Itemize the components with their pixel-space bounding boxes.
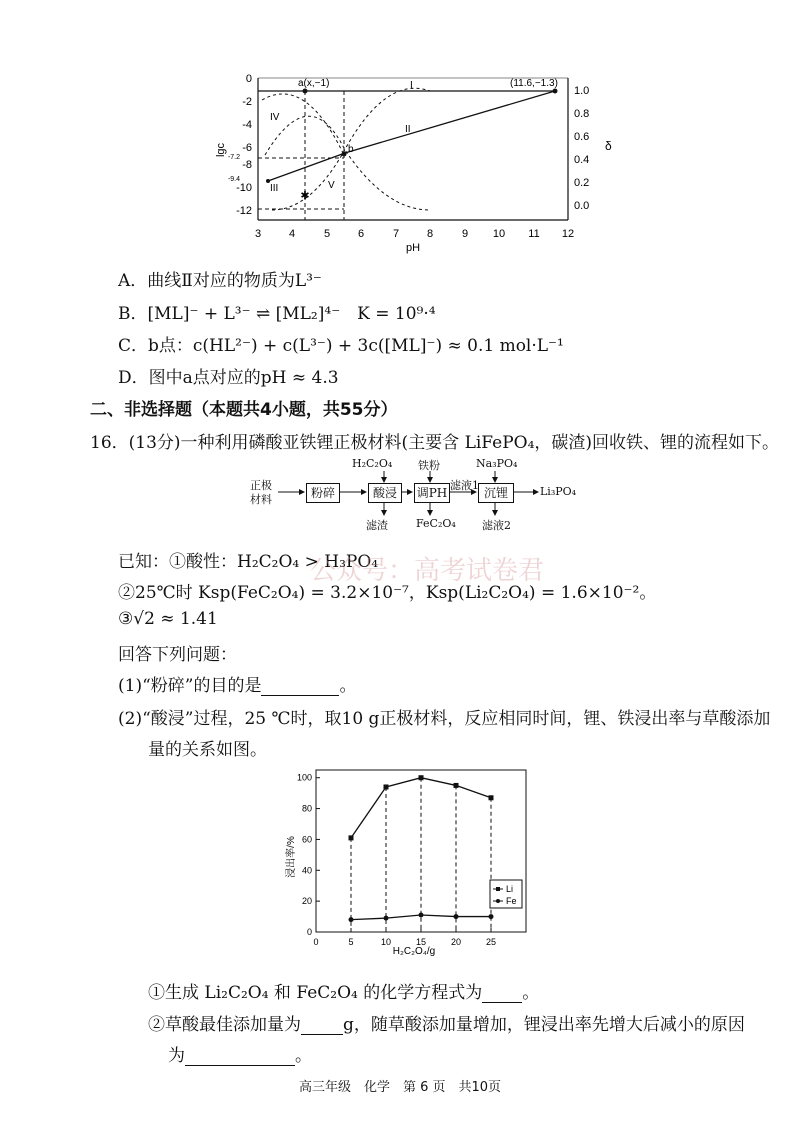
sub-2-end: 为 [168, 1046, 185, 1066]
x-tick-label: 10 [380, 937, 392, 947]
x-tick: 10 [492, 228, 506, 240]
curve-III [268, 153, 345, 181]
data-point-fe [489, 914, 494, 919]
part-2-line1: (2)“酸浸”过程，25 ℃时，取10 g正极材料，反应相同时间，锂、铁浸出率与草酸添加 [118, 709, 771, 729]
data-point-li [384, 784, 389, 789]
x-tick: 6 [357, 228, 365, 240]
point-a-label: a(x,−1) [298, 78, 330, 89]
curve-label-II: II [405, 124, 411, 135]
option-c: C．b点：c(HL²⁻) + c(L³⁻) + 3c([ML]⁻) ≈ 0.1 mol·L⁻¹ [118, 336, 564, 356]
reagent-na3po4: Na₃PO₄ [476, 457, 518, 470]
y-tick-extra: -9.4 [227, 176, 240, 183]
process-flow [240, 455, 600, 535]
answer-prompt: 回答下列问题： [118, 645, 237, 665]
known-1: 已知：①酸性：H₂C₂O₄ > H₃PO₄ [118, 552, 379, 572]
y-right-tick: 0.0 [574, 200, 590, 212]
curve-IV [262, 94, 343, 153]
data-point-fe [349, 917, 354, 922]
sub-question-2-end [168, 1041, 312, 1066]
known-3: ③√2 ≈ 1.41 [118, 609, 218, 629]
part-1 [118, 671, 356, 696]
y-right-tick-labels [574, 85, 589, 212]
y-right-tick: 0.8 [574, 108, 590, 120]
point-b-label: b [348, 144, 354, 155]
x-tick-label: 5 [348, 937, 354, 947]
data-point-li [419, 775, 424, 780]
point-end [553, 89, 558, 94]
data-point-li [349, 835, 354, 840]
y-right-tick: 0.6 [574, 131, 590, 143]
answer-blank-2[interactable] [482, 1002, 522, 1003]
section-heading: 二、非选择题（本题共4小题，共55分） [90, 400, 398, 420]
speciation-graph [210, 70, 630, 260]
data-point-fe [454, 914, 459, 919]
x-tick-labels [255, 228, 574, 240]
curve-label-I: I [410, 80, 413, 91]
answer-blank-4[interactable] [185, 1065, 295, 1066]
data-point-li [489, 795, 494, 800]
y-right-label: δ [605, 139, 612, 153]
output-fec2o4: FeC₂O₄ [416, 517, 456, 530]
y-tick: -12 [236, 205, 252, 217]
legend-label: Li [506, 884, 514, 894]
page-footer: 高三年级 化学 第 6 页 共10页 [298, 1080, 502, 1095]
period: 。 [522, 983, 540, 1003]
legend-marker [496, 887, 500, 891]
x-tick: 9 [461, 228, 469, 240]
question-16-stem: 16．(13分)一种利用磷酸亚铁锂正极材料(主要含 LiFePO₄，碳渣)回收铁、锂的流程如下。 [90, 433, 780, 453]
chart-ylabel: 浸出率/% [286, 836, 297, 878]
cross-mark: ✱ [300, 190, 310, 202]
curve-label-III: III [270, 183, 279, 194]
y-tick-label: 60 [301, 834, 312, 845]
y-tick-label: 80 [301, 803, 312, 814]
sub-2-mid: g，随草酸添加量增加，锂浸出率先增大后减小的原因 [343, 1015, 745, 1035]
option-b: B．[ML]⁻ + L³⁻ ⇌ [ML₂]⁴⁻ K = 10⁹·⁴ [118, 304, 436, 324]
y-right-tick: 0.2 [574, 177, 590, 189]
curve-label-V: V [328, 180, 335, 191]
y-tick-label: 0 [306, 927, 312, 937]
x-tick: 3 [254, 228, 262, 240]
flow-start: 正极材料 [250, 479, 272, 506]
x-tick-label: 25 [485, 937, 497, 947]
flow-product: Li₃PO₄ [540, 485, 577, 498]
legend-marker [496, 899, 500, 903]
x-tick: 7 [392, 228, 400, 240]
output-filtrate2: 滤液2 [482, 519, 511, 532]
sub-question-1 [148, 978, 539, 1003]
y-left-tick-labels [228, 73, 252, 217]
output-residue: 滤渣 [366, 519, 388, 532]
y-tick-extra: -7.2 [227, 154, 240, 161]
point-a [303, 89, 308, 94]
flow-box-li-precip: 沉锂 [478, 483, 514, 503]
period: 。 [295, 1046, 312, 1066]
x-tick: 5 [323, 228, 331, 240]
x-tick: 8 [426, 228, 434, 240]
legend-label: Fe [506, 896, 517, 906]
data-point-fe [419, 913, 424, 918]
x-axis-label: pH [405, 242, 421, 254]
y-tick: -10 [236, 182, 252, 194]
y-tick-label: 20 [301, 896, 312, 907]
part-2-line2: 量的关系如图。 [148, 740, 267, 760]
y-tick-label: 40 [301, 865, 312, 876]
option-d: D．图中a点对应的pH ≈ 4.3 [118, 368, 339, 388]
answer-blank-3[interactable] [301, 1034, 343, 1035]
y-right-tick: 1.0 [574, 85, 590, 97]
curve-label-IV: IV [270, 112, 280, 123]
leaching-rate-chart [280, 762, 540, 962]
flow-mid: 滤液1 [450, 479, 479, 492]
flow-box-grind: 粉碎 [306, 483, 340, 503]
y-tick: -4 [242, 119, 252, 131]
sub-2-text: ②草酸最佳添加量为 [148, 1015, 301, 1035]
data-point-fe [384, 916, 389, 921]
curve-II [345, 91, 555, 153]
answer-blank-1[interactable] [261, 695, 339, 696]
point-end-label: (11.6,−1.3) [510, 78, 558, 89]
x-tick-label: 15 [415, 937, 427, 947]
point-b [342, 152, 347, 157]
y-tick: -8 [242, 159, 252, 171]
x-tick-label: 0 [313, 937, 319, 947]
y-tick: 0 [245, 73, 252, 85]
period: 。 [339, 676, 357, 696]
y-tick: -2 [242, 96, 252, 108]
sub-question-2 [148, 1010, 745, 1035]
option-a: A．曲线Ⅱ对应的物质为L³⁻ [118, 271, 322, 291]
reagent-fe: 铁粉 [418, 459, 440, 472]
x-tick: 12 [561, 228, 575, 240]
data-point-li [454, 783, 459, 788]
reagent-oxalic: H₂C₂O₄ [352, 457, 393, 470]
x-tick-label: 20 [450, 937, 462, 947]
known-2: ②25℃时 Ksp(FeC₂O₄) = 3.2×10⁻⁷，Ksp(Li₂C₂O₄) = 1.6×10⁻²。 [118, 583, 657, 603]
y-left-label: lgc [215, 142, 227, 158]
watermark: 公众号：高考试卷君 [310, 556, 545, 586]
y-tick-label: 100 [296, 772, 312, 783]
y-right-tick: 0.4 [574, 154, 590, 166]
x-tick: 4 [288, 228, 296, 240]
y-tick: -6 [242, 142, 252, 154]
x-tick: 11 [528, 228, 540, 240]
sub-1-text: ①生成 Li₂C₂O₄ 和 FeC₂O₄ 的化学方程式为 [148, 983, 483, 1003]
flow-box-adjust-ph: 调PH [414, 483, 450, 503]
part-1-text: (1)“粉碎”的目的是 [118, 676, 262, 696]
flow-box-acid-leach: 酸浸 [368, 483, 402, 503]
chart-xlabel: H₂C₂O₄/g [392, 946, 436, 957]
